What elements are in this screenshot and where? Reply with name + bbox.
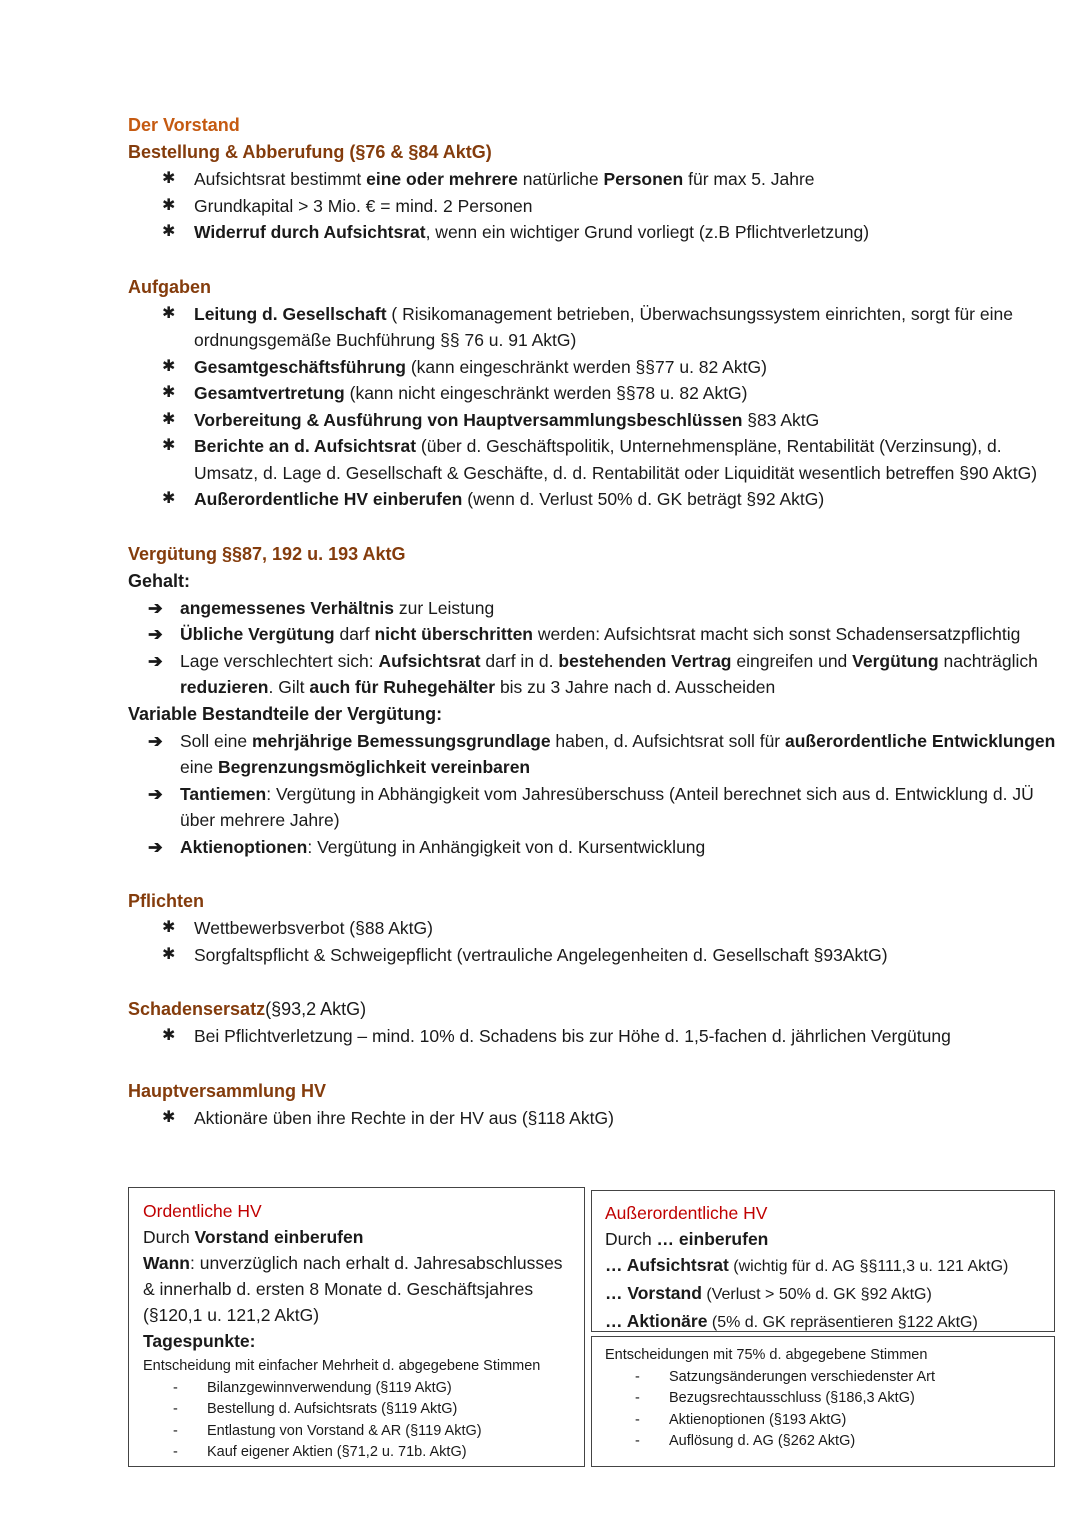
einberufer-detail: (5% d. GK repräsentieren §122 AktG) <box>707 1314 978 1331</box>
variable-label: Variable Bestandteile der Vergütung: <box>128 703 443 724</box>
list-item-text: Bilanzgewinnverwendung (§119 AktG) <box>207 1379 452 1396</box>
list-item <box>128 433 1058 486</box>
list-item-text: (kann nicht eingeschränkt werden §§78 u. 82 AktG) <box>344 383 748 403</box>
list-item <box>128 728 1058 781</box>
list-item-text: haben, d. Aufsichtsrat soll für <box>550 730 785 751</box>
einberufer-name: … Aufsichtsrat <box>605 1255 729 1275</box>
page-title: Der Vorstand <box>128 115 240 135</box>
dash-bullet-icon: - <box>635 1433 640 1449</box>
arrow-bullet-icon: ➔ <box>148 783 163 804</box>
einberufer-line <box>605 1308 1042 1336</box>
dash-bullet-icon: - <box>635 1368 640 1385</box>
einberufer-line <box>605 1252 1042 1280</box>
list-item-text: bestehenden Vertrag <box>558 650 732 671</box>
variable-list <box>128 728 1058 861</box>
list-item-text: Berichte an d. Aufsichtsrat <box>194 436 417 456</box>
einberufer-name: … Vorstand <box>605 1283 702 1303</box>
list-item-text: Lage verschlechtert sich: <box>180 650 379 671</box>
arrow-bullet-icon: ➔ <box>148 730 163 751</box>
list-item-text: Kauf eigener Aktien (§71,2 u. 71b. AktG) <box>207 1444 467 1460</box>
list-item-text: Begrenzungsmöglichkeit vereinbaren <box>217 757 531 777</box>
list-item <box>128 301 1058 354</box>
list-item <box>143 1442 572 1464</box>
list-item-text: Bestellung d. Aufsichtsrats (§119 AktG) <box>207 1401 458 1417</box>
asterisk-bullet-icon: ✱ <box>162 919 176 936</box>
list-item <box>128 193 1058 220</box>
ordentliche-entscheidung: Entscheidung mit einfacher Mehrheit d. abgegebene Stimmen <box>143 1358 541 1374</box>
section-heading-pflichten: Pflichten <box>128 891 205 911</box>
dash-bullet-icon: - <box>173 1401 178 1417</box>
arrow-bullet-icon: ➔ <box>148 597 163 618</box>
asterisk-bullet-icon: ✱ <box>162 945 176 963</box>
asterisk-bullet-icon: ✱ <box>162 490 176 507</box>
tagespunkte-label <box>143 1328 572 1354</box>
tagespunkte-label-text: Tagespunkte: <box>143 1331 256 1351</box>
dash-bullet-icon: - <box>173 1379 178 1396</box>
list-item <box>605 1431 1042 1453</box>
list-item <box>128 380 1058 407</box>
wann-label: Wann <box>143 1253 190 1273</box>
list-item-text: natürliche <box>517 169 604 189</box>
asterisk-bullet-icon: ✱ <box>162 384 176 401</box>
wann-text: : unverzüglich nach erhalt d. Jahresabschlusses & innerhalb d. ersten 8 Monate d. Geschäftsjahres (§120,1 u. 121,2 AktG) <box>143 1253 563 1325</box>
asterisk-bullet-icon: ✱ <box>162 357 176 375</box>
section-heading-bestellung: Bestellung & Abberufung (§76 & §84 AktG) <box>128 142 492 162</box>
einberufer-line <box>605 1280 1042 1308</box>
asterisk-bullet-icon: ✱ <box>162 196 176 214</box>
list-item-text: nicht überschritten <box>374 624 533 644</box>
list-item-text: darf in d. <box>480 650 559 671</box>
einberufer-detail: (Verlust > 50% d. GK §92 AktG) <box>701 1286 932 1303</box>
arrow-bullet-icon: ➔ <box>148 624 163 644</box>
ausserordentliche-einberufen-pre: Durch <box>605 1229 657 1249</box>
list-item-text: (kann eingeschränkt werden §§77 u. 82 AktG) <box>405 356 767 377</box>
list-item-text: (über d. Geschäftspolitik, Unternehmenspläne, Rentabilität (Verzinsung), d. Umsatz, d. Lage d. Gesellschaft & Geschäfte, d. d. Rentabilität oder Liquidität wesentlich betreffen §90 AktG) <box>194 436 1038 483</box>
schadensersatz-heading-suffix: (§93,2 AktG) <box>265 999 367 1019</box>
ordentliche-einberufen-pre: Durch <box>143 1227 195 1247</box>
ausserordentliche-entscheidung: Entscheidungen mit 75% d. abgegebene Stimmen <box>605 1347 928 1363</box>
list-item <box>128 781 1058 834</box>
arrow-bullet-icon: ➔ <box>148 836 163 857</box>
list-item-text: reduzieren <box>180 677 269 697</box>
list-item-text: , wenn ein wichtiger Grund vorliegt (z.B Pflichtverletzung) <box>425 222 870 242</box>
list-item-text: Gesamtgeschäftsführung <box>194 356 406 377</box>
list-item <box>605 1367 1042 1389</box>
dash-bullet-icon: - <box>635 1390 640 1406</box>
einberufer-detail: (wichtig für d. AG §§111,3 u. 121 AktG) <box>728 1258 1009 1275</box>
ordentliche-wann <box>143 1250 572 1328</box>
list-item <box>128 621 1058 648</box>
schadensersatz-list <box>128 1023 1058 1050</box>
section-heading-hv: Hauptversammlung HV <box>128 1080 327 1101</box>
asterisk-bullet-icon: ✱ <box>162 304 176 322</box>
aufgaben-list <box>128 301 1058 513</box>
einberufer-name: … Aktionäre <box>605 1311 708 1331</box>
list-item-text: Auflösung d. AG (§262 AktG) <box>669 1433 856 1449</box>
list-item <box>128 1023 1058 1050</box>
asterisk-bullet-icon: ✱ <box>162 170 176 187</box>
asterisk-bullet-icon: ✱ <box>162 437 176 454</box>
list-item-text: Bezugsrechtausschluss (§186,3 AktG) <box>669 1390 915 1406</box>
list-item <box>128 1105 1058 1132</box>
section-heading-schadensersatz <box>128 996 1058 1023</box>
asterisk-bullet-icon: ✱ <box>162 410 176 428</box>
list-item-text: Grundkapital > 3 Mio. € = mind. 2 Personen <box>194 195 533 216</box>
arrow-bullet-icon: ➔ <box>148 650 163 671</box>
ausserordentliche-einberufen-bold: … einberufen <box>656 1229 769 1249</box>
list-item <box>128 486 1058 513</box>
list-item-text: eingreifen und <box>731 650 853 671</box>
schadensersatz-heading: Schadensersatz <box>128 999 266 1019</box>
list-item-text: : Vergütung in Anhängigkeit von d. Kursentwicklung <box>307 836 706 857</box>
list-item-text: Vergütung <box>852 650 939 671</box>
list-item-text: werden: Aufsichtsrat macht sich sonst Schadensersatzpflichtig <box>533 624 1021 644</box>
list-item <box>128 354 1058 381</box>
list-item-text: Entlastung von Vorstand & AR (§119 AktG) <box>207 1422 482 1439</box>
list-item-text: (wenn d. Verlust 50% d. GK beträgt §92 AktG) <box>462 489 825 509</box>
list-item-text: Personen <box>603 169 684 189</box>
list-item <box>128 407 1058 434</box>
list-item-text: nachträglich <box>938 650 1038 671</box>
list-item-text: Gesamtvertretung <box>194 383 345 403</box>
list-item-text: eine oder mehrere <box>366 169 518 189</box>
document-page <box>128 112 1058 1131</box>
list-item-text: Aufsichtsrat bestimmt <box>194 169 367 189</box>
asterisk-bullet-icon: ✱ <box>162 223 176 240</box>
list-item <box>605 1388 1042 1410</box>
list-item-text: auch für Ruhegehälter <box>309 677 496 697</box>
ordentliche-hv-title: Ordentliche HV <box>143 1201 262 1221</box>
list-item-text: darf <box>334 624 375 644</box>
ausserordentliche-einberufen <box>605 1226 1042 1252</box>
list-item <box>128 942 1058 969</box>
list-item-text: Widerruf durch Aufsichtsrat <box>194 222 426 242</box>
asterisk-bullet-icon: ✱ <box>162 1027 176 1044</box>
list-item-text: zur Leistung <box>394 597 495 618</box>
list-item <box>128 648 1058 701</box>
dash-bullet-icon: - <box>173 1422 178 1439</box>
dash-bullet-icon: - <box>635 1411 640 1428</box>
list-item-text: Aufsichtsrat <box>378 650 481 671</box>
list-item-text: Satzungsänderungen verschiedenster Art <box>669 1368 936 1385</box>
list-item <box>128 219 1058 246</box>
list-item-text: bis zu 3 Jahre nach d. Ausscheiden <box>495 677 776 697</box>
dash-bullet-icon: - <box>173 1444 178 1460</box>
bestellung-list <box>128 166 1058 246</box>
list-item <box>128 595 1058 622</box>
list-item-text: Tantiemen <box>180 783 267 804</box>
gehalt-list <box>128 595 1058 701</box>
list-item-text: mehrjährige Bemessungsgrundlage <box>252 730 551 751</box>
list-item-text: Aktienoptionen <box>180 836 308 857</box>
list-item-text: Sorgfaltspflicht & Schweigepflicht (vertrauliche Angelegenheiten d. Gesellschaft §93AktG) <box>194 944 888 965</box>
list-item <box>143 1421 572 1443</box>
hv-list <box>128 1105 1058 1132</box>
list-item-text: Übliche Vergütung <box>180 624 335 644</box>
list-item-text: Außerordentliche HV einberufen <box>194 489 463 509</box>
list-item-text: angemessenes Verhältnis <box>180 597 394 618</box>
list-item <box>605 1410 1042 1432</box>
list-item <box>128 834 1058 861</box>
list-item <box>143 1378 572 1400</box>
list-item-text: Aktionäre üben ihre Rechte in der HV aus (§118 AktG) <box>194 1107 614 1128</box>
gehalt-label: Gehalt: <box>128 570 191 591</box>
list-item-text: Bei Pflichtverletzung – mind. 10% d. Schadens bis zur Höhe d. 1,5-fachen d. jährlichen Vergütung <box>194 1026 951 1046</box>
list-item-text: Wettbewerbsverbot (§88 AktG) <box>194 918 433 938</box>
ordentliche-einberufen-bold: Vorstand einberufen <box>194 1227 364 1247</box>
ordentliche-list <box>143 1378 572 1464</box>
ausserordentliche-entscheidung-box <box>591 1336 1055 1467</box>
list-item-text: ( Risikomanagement betrieben, Überwachsungssystem einrichten, sorgt für eine ordnungsgemäße Buchführung §§ 76 u. 91 AktG) <box>194 303 1013 350</box>
ausserordentliche-hv-box <box>591 1190 1055 1332</box>
ordentliche-hv-box <box>128 1187 585 1467</box>
list-item-text: Soll eine <box>180 730 252 751</box>
asterisk-bullet-icon: ✱ <box>162 1108 176 1126</box>
list-item-text: . Gilt <box>268 677 310 697</box>
section-heading-aufgaben: Aufgaben <box>128 276 211 297</box>
list-item-text: : Vergütung in Abhängigkeit vom Jahresüberschuss (Anteil berechnet sich aus d. Entwicklung d. JÜ über mehrere Jahre) <box>180 783 1034 830</box>
list-item-text: für max 5. Jahre <box>683 169 815 189</box>
einberufer-list <box>605 1252 1042 1336</box>
list-item-text: außerordentliche Entwicklungen <box>785 730 1056 751</box>
pflichten-list <box>128 915 1058 968</box>
ausserordentliche-hv-title: Außerordentliche HV <box>605 1203 768 1223</box>
list-item-text: §83 AktG <box>742 409 820 430</box>
section-heading-verguetung: Vergütung §§87, 192 u. 193 AktG <box>128 543 406 564</box>
list-item <box>143 1399 572 1421</box>
list-item-text: Aktienoptionen (§193 AktG) <box>669 1411 847 1428</box>
list-item-text: Vorbereitung & Ausführung von Hauptversammlungsbeschlüssen <box>194 409 743 430</box>
list-item-text: Leitung d. Gesellschaft <box>194 303 387 324</box>
ordentliche-einberufen <box>143 1224 572 1250</box>
ausserordentliche-list <box>605 1367 1042 1453</box>
list-item <box>128 915 1058 942</box>
list-item <box>128 166 1058 193</box>
list-item-text: eine <box>180 757 218 777</box>
